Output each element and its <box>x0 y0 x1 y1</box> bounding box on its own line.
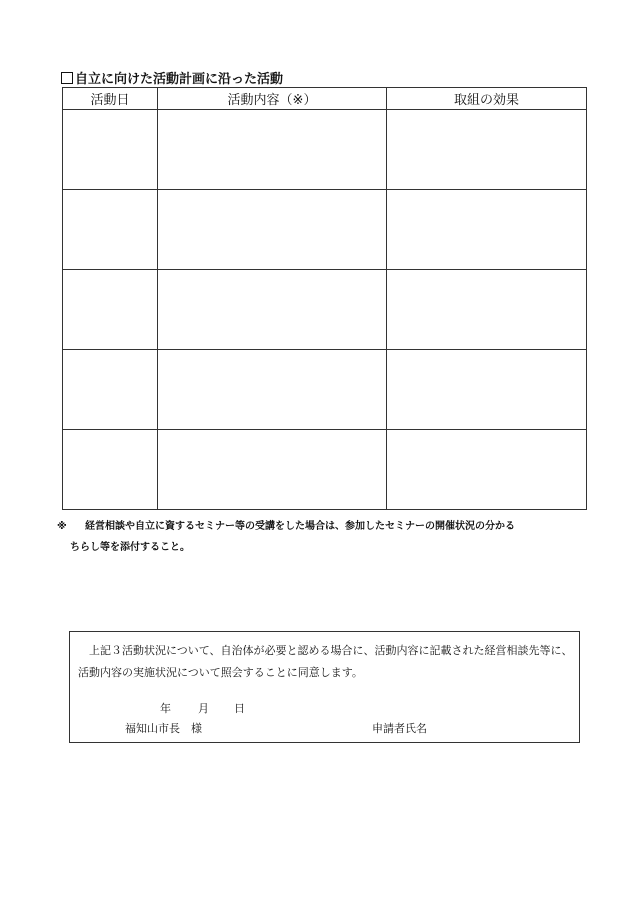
note-line-1 <box>57 516 515 537</box>
header-activity-content: 活動内容（※） <box>158 88 387 110</box>
applicant-name-label: 申請者氏名 <box>372 722 427 735</box>
effect-cell[interactable] <box>387 110 587 190</box>
note-text-1: 経営相談や自立に資するセミナー等の受講をした場合は、参加したセミナーの開催状況の分かる <box>85 521 515 532</box>
addressee: 福知山市長 様 <box>125 722 202 735</box>
activity-table <box>62 87 587 510</box>
note-text-2: ちらし等を添付すること。 <box>70 542 190 553</box>
table-row <box>63 190 587 270</box>
effect-cell[interactable] <box>387 350 587 430</box>
table-row <box>63 270 587 350</box>
content-cell[interactable] <box>158 110 387 190</box>
section-title <box>61 68 283 87</box>
date-cell[interactable] <box>63 110 158 190</box>
year-label: 年 <box>160 702 171 715</box>
day-label: 日 <box>234 702 245 715</box>
content-cell[interactable] <box>158 270 387 350</box>
note-mark: ※ <box>57 521 67 532</box>
header-effect: 取組の効果 <box>387 88 587 110</box>
consent-text <box>78 640 574 684</box>
table-row <box>63 430 587 510</box>
consent-text-body: 上記３活動状況について、自治体が必要と認める場合に、活動内容に記載された経営相談先等に、活動内容の実施状況について照会することに同意します。 <box>78 644 573 679</box>
attachment-note <box>57 516 515 558</box>
header-activity-date: 活動日 <box>63 88 158 110</box>
effect-cell[interactable] <box>387 430 587 510</box>
table-row <box>63 110 587 190</box>
section-title-text: 自立に向けた活動計画に沿った活動 <box>75 72 284 87</box>
table-row <box>63 350 587 430</box>
month-label: 月 <box>198 702 209 715</box>
content-cell[interactable] <box>158 350 387 430</box>
date-cell[interactable] <box>63 190 158 270</box>
table-header-row <box>63 88 587 110</box>
content-cell[interactable] <box>158 430 387 510</box>
effect-cell[interactable] <box>387 190 587 270</box>
date-cell[interactable] <box>63 270 158 350</box>
date-cell[interactable] <box>63 350 158 430</box>
effect-cell[interactable] <box>387 270 587 350</box>
date-cell[interactable] <box>63 430 158 510</box>
consent-box <box>69 631 580 743</box>
content-cell[interactable] <box>158 190 387 270</box>
date-line <box>160 700 245 716</box>
checkbox-icon[interactable] <box>61 72 73 84</box>
